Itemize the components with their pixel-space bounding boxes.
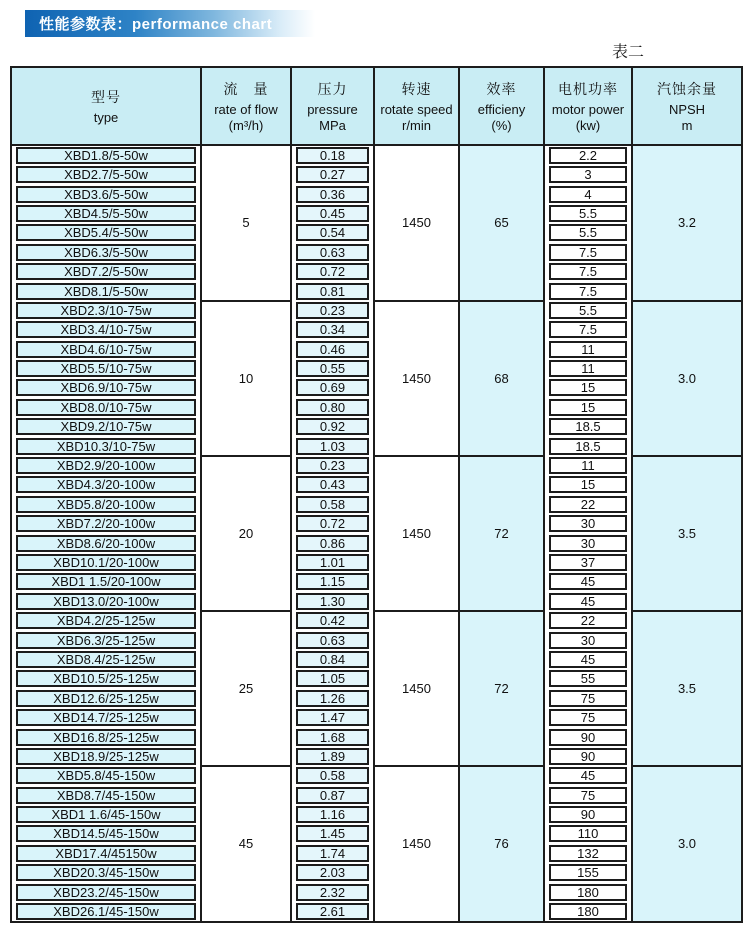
pressure-cell bbox=[291, 689, 374, 708]
type-cell-value: XBD8.0/10-75w bbox=[16, 399, 196, 416]
type-cell bbox=[11, 824, 201, 843]
col-header-en: efficieny bbox=[477, 102, 526, 117]
pressure-cell-value: 0.58 bbox=[296, 496, 369, 513]
pressure-cell bbox=[291, 223, 374, 242]
motor-power-cell bbox=[544, 262, 632, 281]
motor-power-cell bbox=[544, 611, 632, 630]
rotate-speed-cell: 1450 bbox=[374, 766, 459, 922]
efficiency-cell: 72 bbox=[459, 611, 544, 766]
col-header-power bbox=[544, 67, 632, 145]
type-cell bbox=[11, 223, 201, 242]
pressure-cell bbox=[291, 611, 374, 630]
pressure-cell bbox=[291, 243, 374, 262]
type-cell-value: XBD5.8/20-100w bbox=[16, 496, 196, 513]
type-cell-value: XBD16.8/25-125w bbox=[16, 729, 196, 746]
pressure-cell bbox=[291, 262, 374, 281]
type-cell bbox=[11, 592, 201, 611]
pressure-cell-value: 1.89 bbox=[296, 748, 369, 765]
pressure-cell-value: 0.36 bbox=[296, 186, 369, 203]
type-cell-value: XBD1.8/5-50w bbox=[16, 147, 196, 164]
type-cell-value: XBD8.4/25-125w bbox=[16, 651, 196, 668]
motor-power-cell-value: 45 bbox=[549, 651, 627, 668]
type-cell bbox=[11, 184, 201, 203]
type-cell bbox=[11, 689, 201, 708]
col-header-npsh bbox=[632, 67, 742, 145]
pressure-cell-value: 1.68 bbox=[296, 729, 369, 746]
pressure-cell bbox=[291, 145, 374, 165]
type-cell-value: XBD3.6/5-50w bbox=[16, 186, 196, 203]
rotate-speed-cell: 1450 bbox=[374, 611, 459, 766]
col-header-zh: 电机功率 bbox=[558, 81, 618, 97]
type-cell-value: XBD12.6/25-125w bbox=[16, 690, 196, 707]
pressure-cell-value: 1.03 bbox=[296, 438, 369, 455]
col-header-unit: r/min bbox=[402, 118, 431, 133]
motor-power-cell-value: 45 bbox=[549, 573, 627, 590]
motor-power-cell bbox=[544, 436, 632, 455]
col-header-zh: 型号 bbox=[91, 89, 121, 105]
pressure-cell bbox=[291, 398, 374, 417]
table-row bbox=[11, 301, 742, 320]
motor-power-cell-value: 90 bbox=[549, 729, 627, 746]
motor-power-cell-value: 30 bbox=[549, 535, 627, 552]
col-header-unit: MPa bbox=[319, 118, 346, 133]
motor-power-cell bbox=[544, 805, 632, 824]
type-cell-value: XBD14.7/25-125w bbox=[16, 709, 196, 726]
col-header-zh: 压力 bbox=[317, 81, 348, 97]
pressure-cell bbox=[291, 650, 374, 669]
pressure-cell bbox=[291, 436, 374, 455]
motor-power-cell bbox=[544, 417, 632, 436]
pressure-cell bbox=[291, 301, 374, 320]
type-cell bbox=[11, 553, 201, 572]
pressure-cell bbox=[291, 340, 374, 359]
pressure-cell-value: 0.87 bbox=[296, 787, 369, 804]
type-cell-value: XBD23.2/45-150w bbox=[16, 884, 196, 901]
type-cell-value: XBD26.1/45-150w bbox=[16, 903, 196, 920]
pressure-cell bbox=[291, 165, 374, 184]
motor-power-cell-value: 15 bbox=[549, 476, 627, 493]
type-cell-value: XBD14.5/45-150w bbox=[16, 825, 196, 842]
pressure-cell-value: 1.15 bbox=[296, 573, 369, 590]
flow-cell: 10 bbox=[201, 301, 291, 456]
type-cell bbox=[11, 262, 201, 281]
type-cell-value: XBD4.2/25-125w bbox=[16, 612, 196, 629]
type-cell bbox=[11, 301, 201, 320]
efficiency-cell: 68 bbox=[459, 301, 544, 456]
type-cell bbox=[11, 514, 201, 533]
pressure-cell-value: 1.26 bbox=[296, 690, 369, 707]
pressure-cell bbox=[291, 824, 374, 843]
type-cell bbox=[11, 456, 201, 475]
pressure-cell bbox=[291, 378, 374, 397]
flow-cell: 45 bbox=[201, 766, 291, 922]
efficiency-cell: 72 bbox=[459, 456, 544, 611]
motor-power-cell-value: 22 bbox=[549, 612, 627, 629]
motor-power-cell bbox=[544, 398, 632, 417]
pressure-cell-value: 0.42 bbox=[296, 612, 369, 629]
pressure-cell-value: 0.45 bbox=[296, 205, 369, 222]
motor-power-cell bbox=[544, 243, 632, 262]
type-cell-value: XBD3.4/10-75w bbox=[16, 321, 196, 338]
type-cell-value: XBD10.1/20-100w bbox=[16, 554, 196, 571]
type-cell-value: XBD13.0/20-100w bbox=[16, 593, 196, 610]
col-header-en: pressure bbox=[307, 102, 358, 117]
type-cell-value: XBD4.5/5-50w bbox=[16, 205, 196, 222]
type-cell bbox=[11, 243, 201, 262]
pressure-cell bbox=[291, 902, 374, 922]
table-header bbox=[11, 67, 742, 145]
pressure-cell bbox=[291, 533, 374, 552]
motor-power-cell-value: 45 bbox=[549, 767, 627, 784]
pressure-cell bbox=[291, 882, 374, 901]
motor-power-cell bbox=[544, 165, 632, 184]
type-cell bbox=[11, 204, 201, 223]
pressure-cell-value: 0.63 bbox=[296, 244, 369, 261]
pressure-cell-value: 0.18 bbox=[296, 147, 369, 164]
type-cell-value: XBD9.2/10-75w bbox=[16, 418, 196, 435]
type-cell bbox=[11, 805, 201, 824]
motor-power-cell bbox=[544, 514, 632, 533]
motor-power-cell bbox=[544, 359, 632, 378]
pressure-cell-value: 0.72 bbox=[296, 515, 369, 532]
npsh-cell: 3.2 bbox=[632, 145, 742, 301]
motor-power-cell-value: 22 bbox=[549, 496, 627, 513]
pressure-cell bbox=[291, 184, 374, 203]
motor-power-cell-value: 11 bbox=[549, 341, 627, 358]
type-cell-value: XBD2.7/5-50w bbox=[16, 166, 196, 183]
type-cell-value: XBD5.4/5-50w bbox=[16, 224, 196, 241]
motor-power-cell bbox=[544, 669, 632, 688]
motor-power-cell bbox=[544, 630, 632, 649]
motor-power-cell-value: 75 bbox=[549, 690, 627, 707]
pressure-cell bbox=[291, 475, 374, 494]
col-header-unit: (%) bbox=[491, 118, 512, 133]
type-cell-value: XBD18.9/25-125w bbox=[16, 748, 196, 765]
motor-power-cell bbox=[544, 495, 632, 514]
type-cell bbox=[11, 844, 201, 863]
type-cell bbox=[11, 766, 201, 785]
type-cell bbox=[11, 572, 201, 591]
motor-power-cell-value: 18.5 bbox=[549, 438, 627, 455]
type-cell-value: XBD7.2/20-100w bbox=[16, 515, 196, 532]
pressure-cell-value: 0.23 bbox=[296, 302, 369, 319]
pressure-cell-value: 2.61 bbox=[296, 903, 369, 920]
type-cell bbox=[11, 340, 201, 359]
type-cell bbox=[11, 650, 201, 669]
col-header-unit: (m³/h) bbox=[228, 118, 264, 133]
pressure-cell-value: 0.34 bbox=[296, 321, 369, 338]
motor-power-cell bbox=[544, 747, 632, 766]
performance-table bbox=[10, 66, 743, 923]
pressure-cell bbox=[291, 863, 374, 882]
pressure-cell-value: 1.74 bbox=[296, 845, 369, 862]
type-cell bbox=[11, 630, 201, 649]
pressure-cell bbox=[291, 747, 374, 766]
type-cell-value: XBD1 1.5/20-100w bbox=[16, 573, 196, 590]
pressure-cell-value: 1.47 bbox=[296, 709, 369, 726]
type-cell bbox=[11, 359, 201, 378]
pressure-cell bbox=[291, 204, 374, 223]
type-cell bbox=[11, 902, 201, 922]
pressure-cell bbox=[291, 592, 374, 611]
motor-power-cell bbox=[544, 533, 632, 552]
type-cell bbox=[11, 669, 201, 688]
pressure-cell bbox=[291, 514, 374, 533]
motor-power-cell-value: 11 bbox=[549, 360, 627, 377]
motor-power-cell bbox=[544, 863, 632, 882]
type-cell-value: XBD20.3/45-150w bbox=[16, 864, 196, 881]
pressure-cell-value: 0.54 bbox=[296, 224, 369, 241]
type-cell-value: XBD6.9/10-75w bbox=[16, 379, 196, 396]
motor-power-cell-value: 75 bbox=[549, 709, 627, 726]
pressure-cell bbox=[291, 281, 374, 300]
motor-power-cell bbox=[544, 689, 632, 708]
motor-power-cell-value: 90 bbox=[549, 748, 627, 765]
type-cell bbox=[11, 786, 201, 805]
motor-power-cell bbox=[544, 824, 632, 843]
npsh-cell: 3.0 bbox=[632, 301, 742, 456]
pressure-cell bbox=[291, 417, 374, 436]
col-header-en: motor power bbox=[551, 102, 625, 117]
motor-power-cell-value: 132 bbox=[549, 845, 627, 862]
motor-power-cell bbox=[544, 844, 632, 863]
motor-power-cell-value: 15 bbox=[549, 399, 627, 416]
motor-power-cell-value: 37 bbox=[549, 554, 627, 571]
type-cell-value: XBD5.8/45-150w bbox=[16, 767, 196, 784]
col-header-pressure bbox=[291, 67, 374, 145]
header-row bbox=[11, 67, 742, 145]
type-cell-value: XBD10.5/25-125w bbox=[16, 670, 196, 687]
col-header-type bbox=[11, 67, 201, 145]
pressure-cell-value: 0.27 bbox=[296, 166, 369, 183]
motor-power-cell-value: 45 bbox=[549, 593, 627, 610]
pressure-cell-value: 0.72 bbox=[296, 263, 369, 280]
motor-power-cell-value: 90 bbox=[549, 806, 627, 823]
page-title: 性能参数表：performance chart bbox=[39, 16, 273, 33]
motor-power-cell-value: 55 bbox=[549, 670, 627, 687]
motor-power-cell bbox=[544, 766, 632, 785]
motor-power-cell bbox=[544, 475, 632, 494]
pressure-cell-value: 0.23 bbox=[296, 457, 369, 474]
pressure-cell bbox=[291, 669, 374, 688]
rotate-speed-cell: 1450 bbox=[374, 145, 459, 301]
motor-power-cell-value: 18.5 bbox=[549, 418, 627, 435]
pressure-cell-value: 1.45 bbox=[296, 825, 369, 842]
motor-power-cell bbox=[544, 650, 632, 669]
type-cell bbox=[11, 378, 201, 397]
type-cell-value: XBD2.3/10-75w bbox=[16, 302, 196, 319]
type-cell bbox=[11, 611, 201, 630]
rotate-speed-cell: 1450 bbox=[374, 456, 459, 611]
motor-power-cell bbox=[544, 204, 632, 223]
motor-power-cell-value: 180 bbox=[549, 884, 627, 901]
pressure-cell-value: 1.30 bbox=[296, 593, 369, 610]
pressure-cell-value: 0.69 bbox=[296, 379, 369, 396]
type-cell-value: XBD8.6/20-100w bbox=[16, 535, 196, 552]
type-cell bbox=[11, 165, 201, 184]
type-cell bbox=[11, 145, 201, 165]
col-header-unit: (kw) bbox=[575, 118, 601, 133]
pressure-cell bbox=[291, 766, 374, 785]
pressure-cell-value: 0.43 bbox=[296, 476, 369, 493]
motor-power-cell bbox=[544, 456, 632, 475]
pressure-cell-value: 1.01 bbox=[296, 554, 369, 571]
pressure-cell-value: 0.84 bbox=[296, 651, 369, 668]
col-header-zh: 流 量 bbox=[223, 81, 269, 97]
motor-power-cell-value: 2.2 bbox=[549, 147, 627, 164]
pressure-cell bbox=[291, 727, 374, 746]
motor-power-cell-value: 3 bbox=[549, 166, 627, 183]
pressure-cell-value: 0.92 bbox=[296, 418, 369, 435]
type-cell bbox=[11, 747, 201, 766]
col-header-zh: 汽蚀余量 bbox=[657, 81, 717, 97]
efficiency-cell: 76 bbox=[459, 766, 544, 922]
type-cell-value: XBD4.6/10-75w bbox=[16, 341, 196, 358]
type-cell bbox=[11, 436, 201, 455]
motor-power-cell-value: 7.5 bbox=[549, 244, 627, 261]
pressure-cell-value: 0.58 bbox=[296, 767, 369, 784]
motor-power-cell bbox=[544, 882, 632, 901]
motor-power-cell bbox=[544, 320, 632, 339]
motor-power-cell bbox=[544, 301, 632, 320]
col-header-unit: m bbox=[681, 118, 693, 133]
motor-power-cell bbox=[544, 592, 632, 611]
col-header-en: rate of flow bbox=[214, 102, 278, 117]
pressure-cell-value: 0.63 bbox=[296, 632, 369, 649]
motor-power-cell-value: 15 bbox=[549, 379, 627, 396]
type-cell-value: XBD5.5/10-75w bbox=[16, 360, 196, 377]
pressure-cell bbox=[291, 495, 374, 514]
pressure-cell-value: 0.55 bbox=[296, 360, 369, 377]
col-header-zh: 转速 bbox=[401, 81, 432, 97]
pressure-cell-value: 0.80 bbox=[296, 399, 369, 416]
table-row bbox=[11, 611, 742, 630]
motor-power-cell-value: 110 bbox=[549, 825, 627, 842]
pressure-cell-value: 1.05 bbox=[296, 670, 369, 687]
pressure-cell bbox=[291, 786, 374, 805]
npsh-cell: 3.5 bbox=[632, 456, 742, 611]
motor-power-cell-value: 4 bbox=[549, 186, 627, 203]
motor-power-cell bbox=[544, 727, 632, 746]
flow-cell: 20 bbox=[201, 456, 291, 611]
pressure-cell bbox=[291, 708, 374, 727]
flow-cell: 5 bbox=[201, 145, 291, 301]
pressure-cell-value: 0.86 bbox=[296, 535, 369, 552]
npsh-cell: 3.0 bbox=[632, 766, 742, 922]
pressure-cell bbox=[291, 320, 374, 339]
type-cell-value: XBD17.4/45150w bbox=[16, 845, 196, 862]
motor-power-cell-value: 7.5 bbox=[549, 321, 627, 338]
type-cell bbox=[11, 495, 201, 514]
table-row bbox=[11, 766, 742, 785]
flow-cell: 25 bbox=[201, 611, 291, 766]
motor-power-cell bbox=[544, 378, 632, 397]
motor-power-cell-value: 7.5 bbox=[549, 263, 627, 280]
page-title-banner bbox=[25, 10, 315, 37]
table-label: 表二 bbox=[612, 44, 645, 61]
table-row bbox=[11, 145, 742, 165]
efficiency-cell: 65 bbox=[459, 145, 544, 301]
type-cell-value: XBD7.2/5-50w bbox=[16, 263, 196, 280]
motor-power-cell bbox=[544, 553, 632, 572]
motor-power-cell bbox=[544, 572, 632, 591]
type-cell-value: XBD10.3/10-75w bbox=[16, 438, 196, 455]
col-header-en: type bbox=[93, 110, 119, 125]
pressure-cell bbox=[291, 844, 374, 863]
motor-power-cell bbox=[544, 223, 632, 242]
col-header-zh: 效率 bbox=[486, 81, 517, 97]
motor-power-cell-value: 30 bbox=[549, 632, 627, 649]
pressure-cell-value: 0.81 bbox=[296, 283, 369, 300]
type-cell bbox=[11, 281, 201, 300]
rotate-speed-cell: 1450 bbox=[374, 301, 459, 456]
col-header-en: rotate speed bbox=[380, 102, 453, 117]
type-cell bbox=[11, 475, 201, 494]
motor-power-cell bbox=[544, 708, 632, 727]
type-cell bbox=[11, 882, 201, 901]
type-cell-value: XBD4.3/20-100w bbox=[16, 476, 196, 493]
motor-power-cell bbox=[544, 281, 632, 300]
npsh-cell: 3.5 bbox=[632, 611, 742, 766]
type-cell bbox=[11, 533, 201, 552]
motor-power-cell-value: 155 bbox=[549, 864, 627, 881]
pressure-cell bbox=[291, 359, 374, 378]
type-cell bbox=[11, 417, 201, 436]
motor-power-cell bbox=[544, 786, 632, 805]
motor-power-cell bbox=[544, 902, 632, 922]
type-cell bbox=[11, 863, 201, 882]
motor-power-cell-value: 5.5 bbox=[549, 302, 627, 319]
type-cell-value: XBD8.7/45-150w bbox=[16, 787, 196, 804]
type-cell bbox=[11, 708, 201, 727]
motor-power-cell-value: 5.5 bbox=[549, 205, 627, 222]
motor-power-cell bbox=[544, 340, 632, 359]
pressure-cell bbox=[291, 805, 374, 824]
pressure-cell bbox=[291, 456, 374, 475]
motor-power-cell-value: 7.5 bbox=[549, 283, 627, 300]
table-row bbox=[11, 456, 742, 475]
type-cell bbox=[11, 320, 201, 339]
table-body bbox=[11, 145, 742, 922]
type-cell-value: XBD2.9/20-100w bbox=[16, 457, 196, 474]
col-header-flow bbox=[201, 67, 291, 145]
pressure-cell bbox=[291, 630, 374, 649]
motor-power-cell-value: 5.5 bbox=[549, 224, 627, 241]
motor-power-cell-value: 180 bbox=[549, 903, 627, 920]
type-cell-value: XBD8.1/5-50w bbox=[16, 283, 196, 300]
motor-power-cell-value: 30 bbox=[549, 515, 627, 532]
type-cell-value: XBD1 1.6/45-150w bbox=[16, 806, 196, 823]
pressure-cell-value: 2.03 bbox=[296, 864, 369, 881]
pressure-cell-value: 2.32 bbox=[296, 884, 369, 901]
type-cell bbox=[11, 398, 201, 417]
pressure-cell-value: 1.16 bbox=[296, 806, 369, 823]
pressure-cell bbox=[291, 572, 374, 591]
col-header-efficiency bbox=[459, 67, 544, 145]
pressure-cell bbox=[291, 553, 374, 572]
type-cell-value: XBD6.3/25-125w bbox=[16, 632, 196, 649]
motor-power-cell-value: 75 bbox=[549, 787, 627, 804]
type-cell bbox=[11, 727, 201, 746]
pressure-cell-value: 0.46 bbox=[296, 341, 369, 358]
motor-power-cell bbox=[544, 184, 632, 203]
motor-power-cell-value: 11 bbox=[549, 457, 627, 474]
motor-power-cell bbox=[544, 145, 632, 165]
col-header-en: NPSH bbox=[668, 102, 706, 117]
col-header-speed bbox=[374, 67, 459, 145]
type-cell-value: XBD6.3/5-50w bbox=[16, 244, 196, 261]
